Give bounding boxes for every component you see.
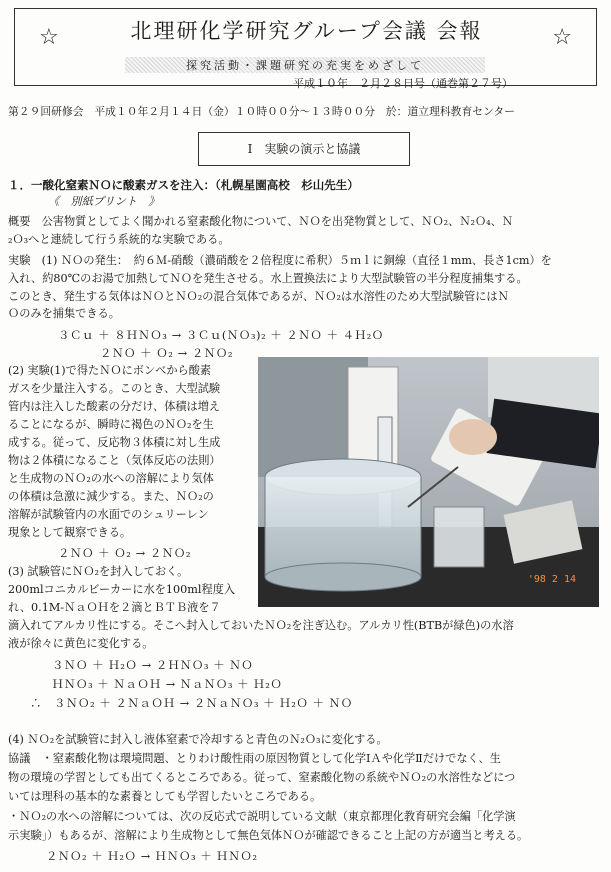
text-line: 溶解が試験管内の水面でのシュリーレン	[8, 508, 209, 521]
star-icon: ☆	[552, 25, 572, 50]
equation: ＨＮＯ₃ ＋ ＮａＯＨ → ＮａＮＯ₃ ＋ Ｈ₂Ｏ	[52, 677, 283, 691]
section-title: Ⅰ 実験の演示と協議	[198, 132, 410, 166]
text-line: ることになるが、瞬時に褐色のＮＯ₂を生	[8, 418, 214, 431]
text-line: ・ＮＯ₂の水への溶解については、次の反応式で説明している文献（東京都理化教育研究会編「化学演	[8, 810, 516, 823]
text-line: ₂Ｏ₃へと連続して行う系統的な実験である。	[8, 233, 230, 246]
text-line: いては理科の基本的な素養としても学習したいところである。	[8, 790, 322, 803]
text-line: の体積は急激に減少する。また、ＮＯ₂の	[8, 490, 214, 503]
text-line: れ、0.1M-ＮａＯＨを２滴とＢＴＢ液を７	[8, 601, 221, 614]
text-line: (2) 実験(1)で得たＮＯにボンベから酸素	[8, 364, 212, 377]
text-line: 物の環境の学習としても出てくるところである。従って、窒素酸化物の系統やＮＯ₂の水溶性などにつ	[8, 771, 516, 784]
text-line: 入れ、約80℃のお湯で加熱してＮＯを発生させる。水上置換法により大型試験管の半分程度捕集する。	[8, 272, 528, 285]
text-line: 物は２体積になること（気体反応の法則）	[8, 454, 221, 467]
newsletter-title: 北理研化学研究グループ会議 会報	[130, 19, 483, 43]
photo-date-stamp: '98 2 14	[527, 574, 576, 585]
equation: ２ＮＯ₂ ＋ Ｈ₂Ｏ → ＨＮＯ₃ ＋ ＨＮＯ₂	[46, 849, 258, 863]
text-line: 200mlコニカルビーカーに水を100ml程度入	[8, 583, 236, 596]
text-line: 成する。従って、反応物３体積に対し生成	[8, 436, 221, 449]
text-line: このとき、発生する気体はＮＯとＮＯ₂の混合気体であるが、ＮＯ₂は水溶性のため大型試験管にはＮ	[8, 290, 509, 303]
text-line: 滴入れてアルカリ性にする。そこへ封入しておいたＮＯ₂を注ぎ込む。アルカリ性(BTBが緑色)の水溶	[8, 619, 514, 632]
issue-date: 平成１０年 ２月２８日号（通巻第２７号）	[293, 77, 513, 90]
equation: ２ＮＯ ＋ Ｏ₂ → ２ＮＯ₂	[58, 546, 191, 560]
text-line: 示実験」）もあるが、溶解により生成物として無色気体ＮＯが確認できること上記の方が適当と考える。	[8, 829, 529, 842]
text-line: 現象として観察できる。	[8, 526, 132, 539]
experiment-photo-illustration	[258, 357, 599, 607]
text-line: 液が徐々に黄色に変化する。	[8, 637, 154, 650]
meeting-info: 第２９回研修会 平成１０年２月１４日（金）１０時００分～１３時００分 於：道立理科教育センター	[8, 105, 516, 118]
text-line: 概要 公害物質としてよく聞かれる窒素酸化物について、ＮＯを出発物質として、ＮＯ₂、Ｎ₂Ｏ₄、Ｎ	[8, 215, 514, 228]
newsletter-subtitle: 探究活動・課題研究の充実をめざして	[125, 57, 485, 73]
text-line: Ｏのみを捕集できる。	[8, 307, 120, 320]
star-icon: ☆	[39, 25, 59, 50]
text-line: 実験 (1) ＮＯの発生： 約６Ｍ-硝酸（濃硝酸を２倍程度に希釈）５ｍｌに銅線（直径１mm、長さ1cm）を	[8, 254, 552, 267]
equation: ２ＮＯ ＋ Ｏ₂ → ２ＮＯ₂	[100, 346, 233, 360]
text-line: と生成物のＮＯ₂の水への溶解により気体	[8, 472, 214, 485]
text-line: (4) ＮＯ₂を試験管に封入し液体窒素で冷却すると青色のＮ₂Ｏ₃に変化する。	[8, 733, 388, 746]
item-heading: １．一酸化窒素ＮＯに酸素ガスを注入：（札幌星園高校 杉山先生）	[8, 178, 359, 192]
text-line: (3) 試験管にＮＯ₂を封入しておく。	[8, 565, 189, 578]
attachment-note: 《 別紙プリント 》	[48, 195, 160, 208]
newsletter-header	[14, 8, 597, 90]
experiment-photo	[258, 357, 599, 607]
text-line: 管内は注入した酸素の分だけ、体積は増え	[8, 400, 221, 413]
text-line: 協議 ・窒素酸化物は環境問題、とりわけ酸性雨の原因物質として化学ⅠＡや化学Ⅱだけでなく、生	[8, 752, 501, 765]
equation: ∴ ３ＮＯ₂ ＋ ２ＮａＯＨ → ２ＮａＮＯ₃ ＋ Ｈ₂Ｏ ＋ ＮＯ	[30, 696, 353, 710]
equation: ３ＮＯ ＋ Ｈ₂Ｏ → ２ＨＮＯ₃ ＋ ＮＯ	[52, 658, 254, 672]
text-line: ガスを少量注入する。このとき、大型試験	[8, 382, 221, 395]
equation: ３Ｃｕ ＋ ８ＨＮＯ₃ → ３Ｃｕ(ＮＯ₃)₂ ＋ ２ＮＯ ＋ ４Ｈ₂Ｏ	[58, 328, 384, 342]
